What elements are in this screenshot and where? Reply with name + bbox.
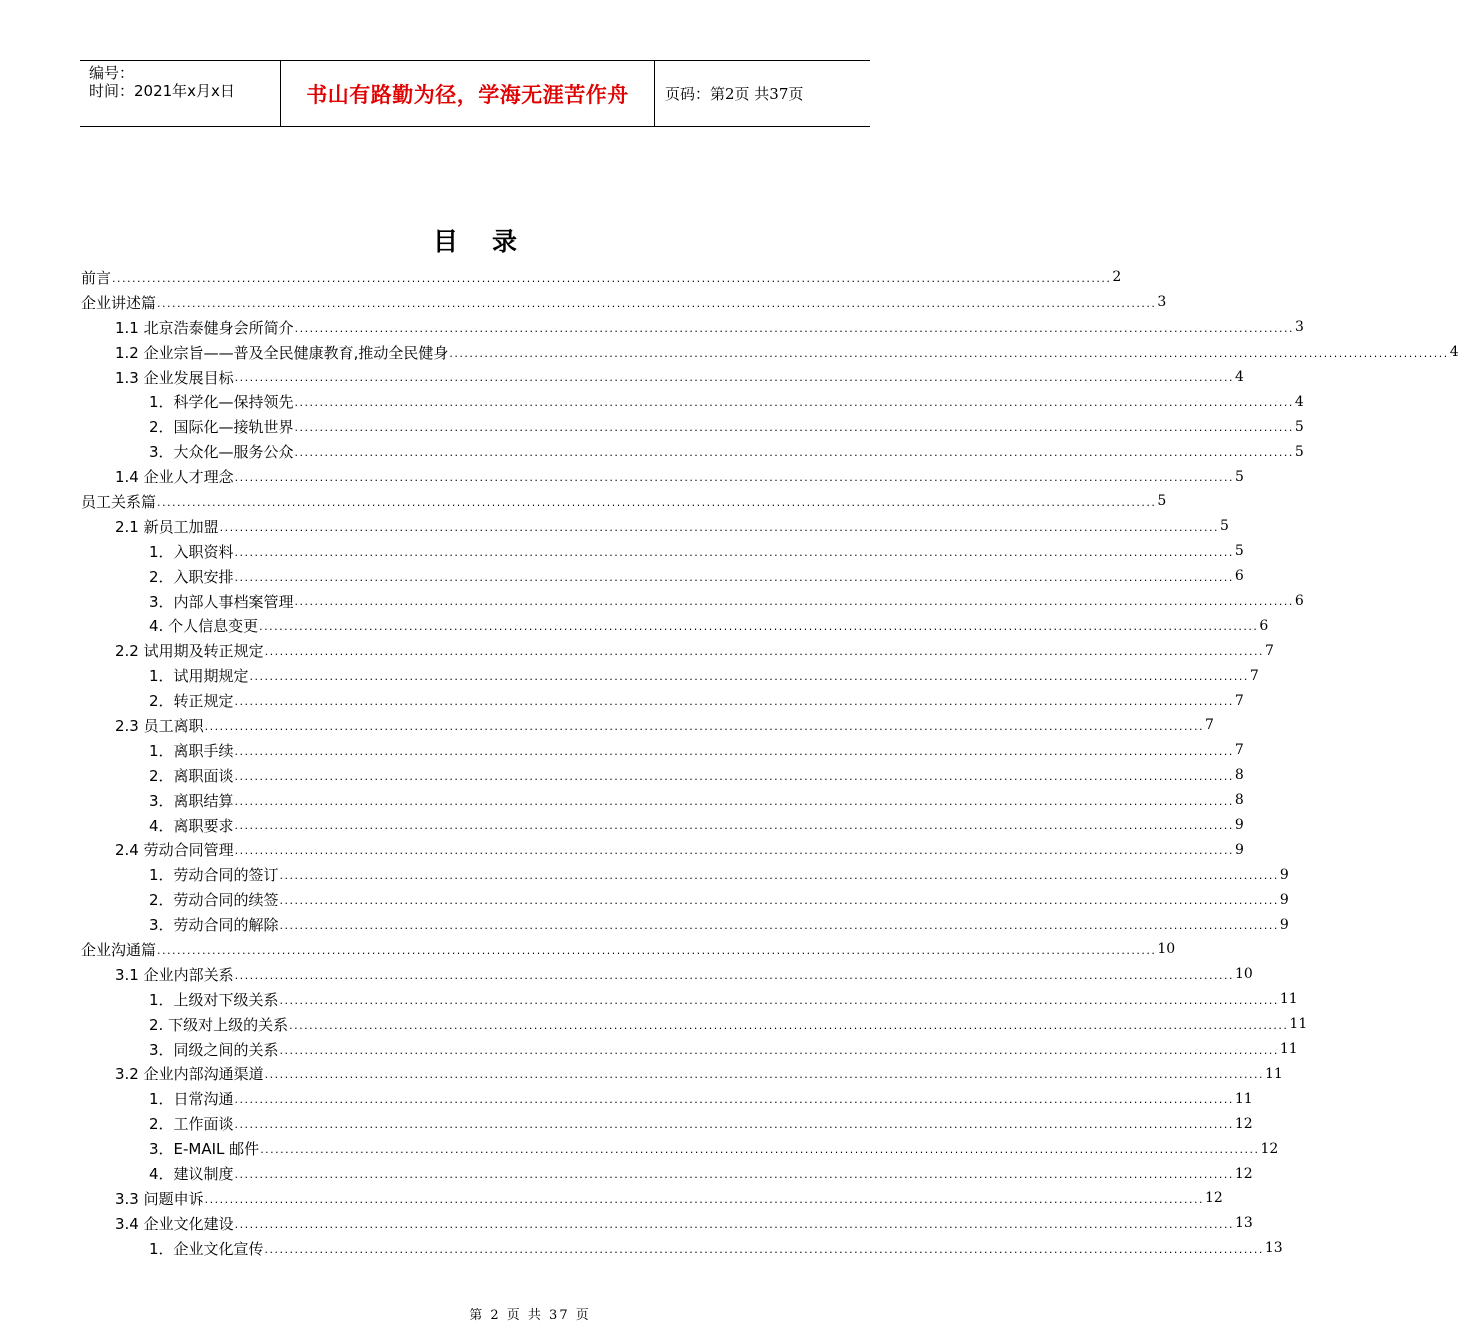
toc-entry-title: 前言 xyxy=(81,268,112,287)
toc-dot-leader: ........................................................................................................................................................................................................ xyxy=(234,819,1234,833)
toc-entry[interactable] xyxy=(81,987,1298,1012)
toc-dot-leader: ........................................................................................................................................................................................................ xyxy=(219,520,1219,534)
toc-dot-leader: ........................................................................................................................................................................................................ xyxy=(234,744,1234,758)
toc-dot-leader: ........................................................................................................................................................................................................ xyxy=(294,396,1294,410)
toc-dot-leader: ........................................................................................................................................................................................................ xyxy=(234,570,1234,584)
toc-entry-page: 6 xyxy=(1294,593,1304,610)
document-time-label: 时间：2021年x月x日 xyxy=(89,82,235,100)
toc-dot-leader: ........................................................................................................................................................................................................ xyxy=(204,719,1204,733)
toc-entry[interactable] xyxy=(81,862,1289,887)
toc-entry-page: 9 xyxy=(1279,866,1289,883)
toc-dot-leader: ........................................................................................................................................................................................................ xyxy=(234,968,1234,982)
toc-entry-title: 3．大众化—服务公众 xyxy=(149,443,294,462)
toc-entry-title: 1．离职手续 xyxy=(149,741,234,760)
toc-entry[interactable] xyxy=(81,713,1214,738)
toc-entry[interactable] xyxy=(81,887,1289,912)
toc-entry-title: 1.4 企业人才理念 xyxy=(115,468,234,487)
toc-entry-page: 13 xyxy=(1264,1240,1283,1257)
toc-entry[interactable] xyxy=(81,464,1244,489)
toc-entry[interactable] xyxy=(81,439,1304,464)
toc-dot-leader: ........................................................................................................................................................................................................ xyxy=(112,271,1112,285)
toc-entry-page: 5 xyxy=(1219,518,1229,535)
toc-dot-leader: ........................................................................................................................................................................................................ xyxy=(279,993,1279,1007)
toc-entry[interactable] xyxy=(81,1161,1253,1186)
toc-dot-leader: ........................................................................................................................................................................................................ xyxy=(234,844,1234,858)
toc-entry[interactable] xyxy=(81,1211,1253,1236)
toc-dot-leader: ........................................................................................................................................................................................................ xyxy=(157,495,1157,509)
toc-entry[interactable] xyxy=(81,663,1259,688)
table-of-contents xyxy=(81,265,1459,1261)
toc-entry-title: 2.1 新员工加盟 xyxy=(115,517,219,536)
toc-entry[interactable] xyxy=(81,763,1244,788)
toc-entry-title: 2.2 试用期及转正规定 xyxy=(115,642,264,661)
toc-entry-title: 3．同级之间的关系 xyxy=(149,1040,279,1059)
toc-entry[interactable] xyxy=(81,1111,1253,1136)
toc-entry[interactable] xyxy=(81,365,1244,390)
toc-dot-leader: ........................................................................................................................................................................................................ xyxy=(249,670,1249,684)
toc-dot-leader: ........................................................................................................................................................................................................ xyxy=(294,421,1294,435)
toc-entry-page: 2 xyxy=(1112,269,1122,286)
toc-entry-page: 5 xyxy=(1234,468,1244,485)
toc-dot-leader: ........................................................................................................................................................................................................ xyxy=(234,1093,1234,1107)
toc-entry-title: 3．劳动合同的解除 xyxy=(149,916,279,935)
toc-entry-title: 1.1 北京浩泰健身会所简介 xyxy=(115,318,294,337)
toc-entry-title: 3.2 企业内部沟通渠道 xyxy=(115,1065,264,1084)
toc-entry-page: 8 xyxy=(1234,792,1244,809)
toc-dot-leader: ........................................................................................................................................................................................................ xyxy=(264,645,1264,659)
toc-entry-page: 9 xyxy=(1279,891,1289,908)
toc-entry-title: 2．劳动合同的续签 xyxy=(149,891,279,910)
toc-entry-title: 员工关系篇 xyxy=(81,492,157,511)
toc-dot-leader: ........................................................................................................................................................................................................ xyxy=(234,794,1234,808)
toc-entry[interactable] xyxy=(81,1062,1283,1087)
toc-entry-title: 3.3 问题申诉 xyxy=(115,1189,204,1208)
toc-entry[interactable] xyxy=(81,937,1176,962)
toc-entry-page: 12 xyxy=(1234,1115,1253,1132)
toc-dot-leader: ........................................................................................................................................................................................................ xyxy=(279,1043,1279,1057)
toc-entry[interactable] xyxy=(81,837,1244,862)
toc-dot-leader: ........................................................................................................................................................................................................ xyxy=(157,943,1157,957)
toc-dot-leader: ........................................................................................................................................................................................................ xyxy=(259,620,1259,634)
toc-dot-leader: ........................................................................................................................................................................................................ xyxy=(234,1118,1234,1132)
toc-entry-title: 1．入职资料 xyxy=(149,542,234,561)
toc-entry-page: 12 xyxy=(1260,1140,1279,1157)
toc-dot-leader: ........................................................................................................................................................................................................ xyxy=(157,296,1157,310)
toc-dot-leader: ........................................................................................................................................................................................................ xyxy=(294,321,1294,335)
toc-entry[interactable] xyxy=(81,738,1244,763)
toc-dot-leader: ........................................................................................................................................................................................................ xyxy=(294,446,1294,460)
toc-entry-title: 2.4 劳动合同管理 xyxy=(115,841,234,860)
toc-dot-leader: ........................................................................................................................................................................................................ xyxy=(264,1068,1264,1082)
toc-entry-title: 1．试用期规定 xyxy=(149,667,249,686)
page-header xyxy=(80,60,870,127)
toc-entry-title: 2．工作面谈 xyxy=(149,1115,234,1134)
toc-dot-leader: ........................................................................................................................................................................................................ xyxy=(234,371,1234,385)
toc-entry-page: 3 xyxy=(1157,294,1167,311)
toc-entry-page: 8 xyxy=(1234,767,1244,784)
toc-entry[interactable] xyxy=(81,1012,1308,1037)
toc-dot-leader: ........................................................................................................................................................................................................ xyxy=(289,1018,1289,1032)
toc-entry[interactable] xyxy=(81,688,1244,713)
toc-entry-title: 2．离职面谈 xyxy=(149,766,234,785)
toc-entry[interactable] xyxy=(81,589,1304,614)
toc-entry-title: 3．内部人事档案管理 xyxy=(149,592,294,611)
toc-entry-page: 11 xyxy=(1279,1041,1298,1058)
toc-entry[interactable] xyxy=(81,613,1269,638)
toc-entry[interactable] xyxy=(81,389,1304,414)
toc-entry-page: 12 xyxy=(1204,1190,1223,1207)
toc-dot-leader: ........................................................................................................................................................................................................ xyxy=(449,346,1449,360)
toc-entry[interactable] xyxy=(81,638,1274,663)
toc-entry-title: 2.3 员工离职 xyxy=(115,716,204,735)
header-meta xyxy=(80,61,281,126)
toc-entry-page: 4 xyxy=(1234,369,1244,385)
toc-entry-title: 2．转正规定 xyxy=(149,692,234,711)
toc-entry-page: 6 xyxy=(1259,617,1269,634)
toc-entry-page: 7 xyxy=(1234,742,1244,759)
toc-entry-title: 3．E-MAIL 邮件 xyxy=(149,1140,260,1159)
toc-dot-leader: ........................................................................................................................................................................................................ xyxy=(234,471,1234,485)
toc-entry-title: 2．国际化—接轨世界 xyxy=(149,418,294,437)
page-footer: 第 2 页 共 37 页 xyxy=(469,1308,591,1323)
toc-entry[interactable] xyxy=(81,1236,1283,1261)
toc-entry-title: 4. 个人信息变更 xyxy=(149,617,259,636)
toc-entry-title: 1.2 企业宗旨——普及全民健康教育,推动全民健身 xyxy=(115,343,449,362)
toc-entry[interactable] xyxy=(81,912,1289,937)
toc-entry[interactable] xyxy=(81,813,1244,838)
toc-entry-title: 企业沟通篇 xyxy=(81,940,157,959)
toc-entry-title: 1．企业文化宣传 xyxy=(149,1239,264,1258)
toc-entry[interactable] xyxy=(81,290,1167,315)
toc-entry[interactable] xyxy=(81,564,1244,589)
toc-dot-leader: ........................................................................................................................................................................................................ xyxy=(279,869,1279,883)
toc-entry-page: 4 xyxy=(1449,344,1459,361)
header-page-label: 页码：第2页 共37页 xyxy=(665,85,804,103)
toc-entry-page: 10 xyxy=(1157,941,1176,958)
toc-dot-leader: ........................................................................................................................................................................................................ xyxy=(234,769,1234,783)
toc-dot-leader: ........................................................................................................................................................................................................ xyxy=(264,1242,1264,1256)
toc-entry-page: 9 xyxy=(1279,916,1289,933)
toc-entry-page: 7 xyxy=(1204,717,1214,734)
toc-entry-title: 3.1 企业内部关系 xyxy=(115,965,234,984)
toc-entry-title: 2. 下级对上级的关系 xyxy=(149,1015,289,1034)
toc-entry-page: 7 xyxy=(1264,642,1274,659)
toc-entry-title: 3．离职结算 xyxy=(149,791,234,810)
toc-dot-leader: ........................................................................................................................................................................................................ xyxy=(234,545,1234,559)
toc-entry-title: 企业讲述篇 xyxy=(81,293,157,312)
toc-entry[interactable] xyxy=(81,1136,1279,1161)
toc-entry[interactable] xyxy=(81,340,1459,365)
toc-entry[interactable] xyxy=(81,1086,1253,1111)
toc-entry-title: 4．离职要求 xyxy=(149,816,234,835)
toc-entry-page: 9 xyxy=(1234,817,1244,834)
toc-entry-page: 7 xyxy=(1234,692,1244,709)
toc-entry-title: 3.4 企业文化建设 xyxy=(115,1214,234,1233)
toc-entry-title: 4．建议制度 xyxy=(149,1165,234,1183)
toc-dot-leader: ........................................................................................................................................................................................................ xyxy=(279,894,1279,908)
toc-entry[interactable] xyxy=(81,514,1229,539)
toc-entry[interactable] xyxy=(81,315,1304,340)
toc-entry-page: 11 xyxy=(1279,991,1298,1008)
document-number-label: 编号： xyxy=(89,64,135,82)
toc-dot-leader: ........................................................................................................................................................................................................ xyxy=(204,1192,1204,1206)
toc-entry-page: 5 xyxy=(1294,418,1304,435)
toc-entry-page: 9 xyxy=(1234,841,1244,858)
toc-entry-page: 7 xyxy=(1249,667,1259,684)
toc-entry-page: 12 xyxy=(1234,1165,1253,1182)
toc-dot-leader: ........................................................................................................................................................................................................ xyxy=(279,919,1279,933)
toc-entry-page: 10 xyxy=(1234,966,1253,983)
toc-entry[interactable] xyxy=(81,489,1167,514)
toc-entry-page: 11 xyxy=(1264,1065,1283,1082)
toc-entry-page: 11 xyxy=(1234,1090,1253,1107)
toc-entry[interactable] xyxy=(81,788,1244,813)
toc-entry-title: 1．科学化—保持领先 xyxy=(149,393,294,412)
toc-entry-page: 11 xyxy=(1289,1016,1308,1033)
toc-entry[interactable] xyxy=(81,265,1122,290)
toc-entry-title: 2．入职安排 xyxy=(149,567,234,586)
toc-title: 目录 xyxy=(432,227,551,256)
toc-entry[interactable] xyxy=(81,1186,1223,1211)
toc-dot-leader: ........................................................................................................................................................................................................ xyxy=(294,595,1294,609)
toc-entry-title: 1.3 企业发展目标 xyxy=(115,368,234,387)
toc-entry[interactable] xyxy=(81,962,1253,987)
toc-dot-leader: ........................................................................................................................................................................................................ xyxy=(260,1143,1260,1157)
toc-entry-page: 6 xyxy=(1234,568,1244,585)
toc-entry-page: 3 xyxy=(1294,319,1304,336)
toc-dot-leader: ........................................................................................................................................................................................................ xyxy=(234,1217,1234,1231)
header-motto: 书山有路勤为径，学海无涯苦作舟 xyxy=(281,61,655,126)
toc-entry[interactable] xyxy=(81,414,1304,439)
toc-entry-page: 5 xyxy=(1157,493,1167,510)
toc-entry-page: 4 xyxy=(1294,393,1304,410)
toc-dot-leader: ........................................................................................................................................................................................................ xyxy=(234,1167,1234,1181)
toc-entry-title: 1．劳动合同的签订 xyxy=(149,866,279,885)
toc-entry-title: 1．上级对下级关系 xyxy=(149,990,279,1009)
toc-dot-leader: ........................................................................................................................................................................................................ xyxy=(234,695,1234,709)
toc-entry[interactable] xyxy=(81,539,1244,564)
toc-entry-page: 5 xyxy=(1234,543,1244,560)
toc-entry-page: 13 xyxy=(1234,1215,1253,1232)
toc-entry-title: 1．日常沟通 xyxy=(149,1090,234,1109)
toc-entry-page: 5 xyxy=(1294,443,1304,460)
toc-entry[interactable] xyxy=(81,1037,1298,1062)
